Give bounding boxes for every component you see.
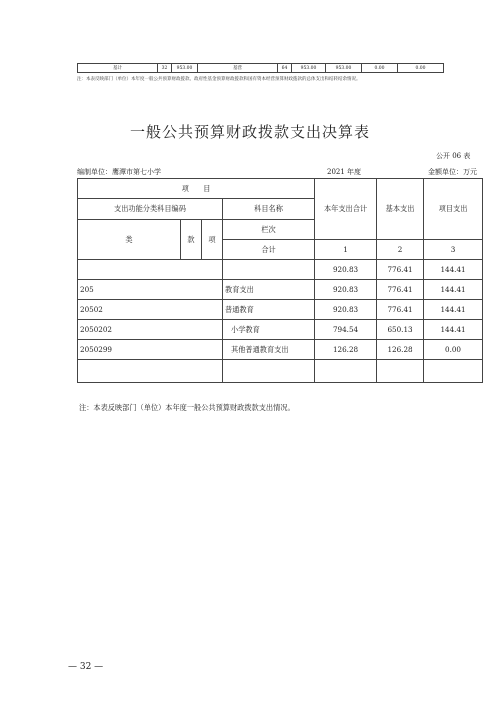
table-cell: 基营	[198, 64, 278, 73]
row-label-heji: 合计	[223, 240, 315, 260]
totals-row	[78, 260, 483, 280]
page-number: — 32 —	[68, 662, 104, 672]
amount-unit: 金额单位：万元	[428, 168, 477, 176]
basic-amount: 650.13	[377, 320, 424, 340]
project-amount: 0.00	[424, 340, 483, 360]
table-cell: 0.00	[398, 64, 444, 73]
basic-amount: 126.28	[377, 340, 424, 360]
compiling-unit: 编制单位：鹰潭市第七小学	[77, 168, 161, 176]
column-number: 2	[377, 240, 424, 260]
column-number: 1	[315, 240, 377, 260]
table-cell: 953.00	[326, 64, 362, 73]
previous-table-fragment	[77, 63, 444, 73]
basic-amount: 776.41	[377, 260, 424, 280]
basic-amount: 776.41	[377, 300, 424, 320]
total-amount: 920.83	[315, 260, 377, 280]
header-project: 项目支出	[424, 179, 483, 240]
table-row	[78, 280, 483, 300]
subject-code: 205	[78, 280, 223, 300]
project-amount: 144.41	[424, 280, 483, 300]
project-amount: 144.41	[424, 320, 483, 340]
total-amount: 920.83	[315, 300, 377, 320]
header-item: 项 目	[78, 179, 315, 199]
table-cell: 32	[158, 64, 172, 73]
basic-amount: 776.41	[377, 280, 424, 300]
project-amount: 144.41	[424, 300, 483, 320]
header-total: 本年支出合计	[315, 179, 377, 240]
subject-code: 2050202	[78, 320, 223, 340]
table-row	[78, 64, 444, 73]
subject-name: 其他普通教育支出	[223, 340, 315, 360]
page-title: 一般公共预算财政拨款支出决算表	[129, 123, 370, 141]
table-cell: 953.00	[292, 64, 326, 73]
total-amount: 920.83	[315, 280, 377, 300]
header-row	[78, 179, 483, 199]
form-code: 公开 06 表	[436, 152, 471, 160]
header-basic: 基本支出	[377, 179, 424, 240]
column-number: 3	[424, 240, 483, 260]
table-row	[78, 340, 483, 360]
total-amount: 794.54	[315, 320, 377, 340]
subject-code: 2050299	[78, 340, 223, 360]
table-row	[78, 300, 483, 320]
empty-row	[78, 360, 483, 383]
subject-code: 20502	[78, 300, 223, 320]
table-cell: 64	[278, 64, 292, 73]
table-cell: 953.00	[172, 64, 198, 73]
header-lei: 类	[78, 220, 181, 260]
table-cell: 0.00	[362, 64, 398, 73]
header-kuan: 款	[181, 220, 202, 260]
previous-table-note: 注：本表反映部门（单位）本年度一般公共预算财政拨款、政府性基金预算财政拨款和国有资本经营预算财政拨款的总体支出和结转结余情况。	[77, 77, 361, 82]
total-amount: 126.28	[315, 340, 377, 360]
table-row	[78, 320, 483, 340]
subject-name: 小学教育	[223, 320, 315, 340]
subject-name: 教育支出	[223, 280, 315, 300]
subject-name: 普通教育	[223, 300, 315, 320]
header-xiang: 项	[202, 220, 223, 260]
table-footnote: 注：本表反映部门（单位）本年度一般公共预算财政拨款支出情况。	[79, 403, 295, 412]
header-func-code: 支出功能分类科目编码	[78, 199, 223, 220]
table-cell: 基计	[78, 64, 158, 73]
fiscal-year: 2021 年度	[327, 168, 362, 176]
header-subject-name: 科目名称	[223, 199, 315, 220]
expenditure-table	[77, 178, 483, 383]
project-amount: 144.41	[424, 260, 483, 280]
header-lanci: 栏次	[223, 220, 315, 240]
